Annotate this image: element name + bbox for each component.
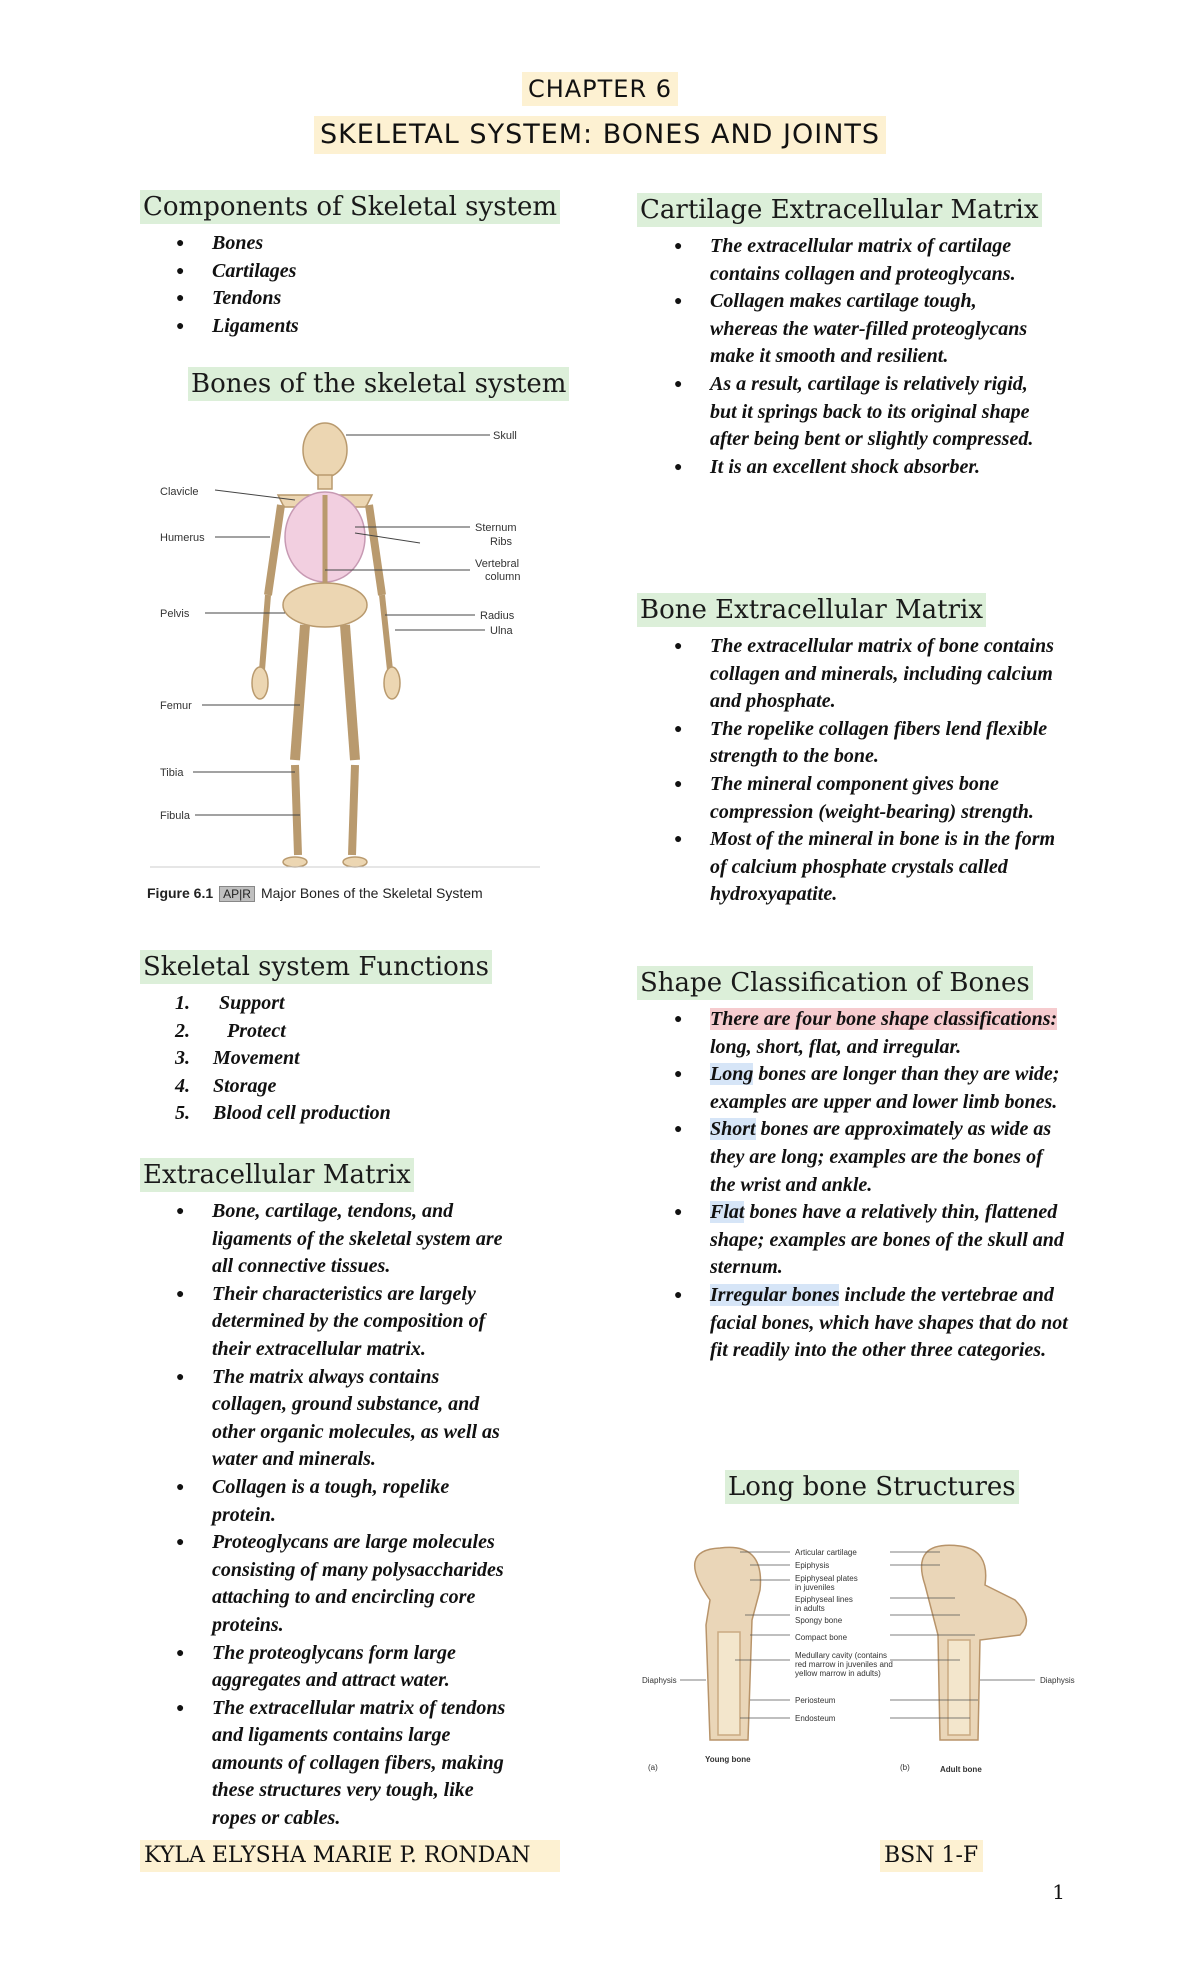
label-young-bone: Young bone: [705, 1755, 751, 1764]
long-bone-figure: [640, 1540, 1100, 1775]
apr-badge: AP|R: [219, 886, 255, 902]
list-item: ● Bone, cartilage, tendons, and ligaments of the skeletal system are all connective tissues.: [170, 1198, 515, 1281]
list-item: 5. Blood cell production: [175, 1102, 391, 1125]
list-item: ● Ligaments: [170, 313, 550, 341]
list-item: ● The mineral component gives bone compression (weight-bearing) strength.: [668, 771, 1073, 826]
skeleton-drawing: [252, 423, 400, 867]
cartilage-heading: Cartilage Extracellular Matrix: [637, 193, 1042, 227]
list-item: ● The proteoglycans form large aggregates and attract water.: [170, 1640, 515, 1695]
page-number: 1: [1052, 1880, 1065, 1904]
section-label: BSN 1-F: [880, 1840, 983, 1872]
label-plates-1: Epiphyseal plates: [795, 1574, 858, 1583]
list-item: ● Collagen makes cartilage tough, whereas the water-filled proteoglycans make it smooth and resilient.: [668, 288, 1040, 371]
list-item: ● As a result, cartilage is relatively rigid, but it springs back to its original shape after being bent or slightly compressed.: [668, 371, 1040, 454]
highlight: Long: [710, 1063, 754, 1086]
chapter-label: CHAPTER 6: [522, 72, 678, 106]
functions-list: [175, 990, 555, 1128]
ecm-list: [170, 1198, 515, 1833]
adult-bone-drawing: [922, 1545, 1027, 1740]
list-item: ● There are four bone shape classifications: long, short, flat, and irregular.: [668, 1006, 1068, 1061]
label-diaphysis-left: Diaphysis: [642, 1676, 677, 1685]
skeleton-figure: [150, 415, 550, 870]
list-item: ● Flat bones have a relatively thin, flattened shape; examples are bones of the skull and sternum.: [668, 1199, 1068, 1282]
label-medullary-3: yellow marrow in adults): [795, 1669, 881, 1678]
shape-heading: Shape Classification of Bones: [637, 966, 1033, 1000]
list-item: ● The extracellular matrix of cartilage contains collagen and proteoglycans.: [668, 233, 1040, 288]
label-periosteum: Periosteum: [795, 1696, 836, 1705]
cartilage-list: [668, 233, 1040, 481]
list-item: ● Short bones are approximately as wide as they are long; examples are the bones of the wrist and ankle.: [668, 1116, 1068, 1199]
list-item: ● Tendons: [170, 285, 550, 313]
label-adult-bone: Adult bone: [940, 1765, 982, 1774]
list-item: ● Cartilages: [170, 258, 550, 286]
label-ribs: Ribs: [490, 536, 513, 548]
list-item: ● Their characteristics are largely determined by the composition of their extracellular matrix.: [170, 1281, 515, 1364]
list-item: ● The extracellular matrix of tendons and ligaments contains large amounts of collagen fibers, making these structures very tough, like ropes or cables.: [170, 1695, 515, 1833]
components-list: [170, 230, 550, 340]
list-item: ● Bones: [170, 230, 550, 258]
label-articular: Articular cartilage: [795, 1548, 857, 1557]
page-title-wrap: [0, 116, 1200, 154]
label-diaphysis-right: Diaphysis: [1040, 1676, 1075, 1685]
caption-prefix: Figure 6.1: [147, 885, 214, 901]
list-item: 4. Storage: [175, 1074, 277, 1097]
label-endosteum: Endosteum: [795, 1714, 836, 1723]
label-sternum: Sternum: [475, 522, 517, 534]
highlight: Irregular bones: [710, 1283, 840, 1306]
list-item: ● Irregular bones include the vertebrae and facial bones, which have shapes that do not fit readily into the other three categories.: [668, 1282, 1068, 1365]
list-item: 3. Movement: [175, 1047, 300, 1070]
caption-text: Major Bones of the Skeletal System: [260, 885, 483, 901]
chapter-label-wrap: [0, 72, 1200, 106]
label-humerus: Humerus: [160, 532, 205, 544]
list-item: ● Long bones are longer than they are wide; examples are upper and lower limb bones.: [668, 1061, 1068, 1116]
bone-ecm-list: [668, 633, 1073, 909]
list-item: ● The ropelike collagen fibers lend flexible strength to the bone.: [668, 716, 1073, 771]
bone-ecm-heading: Bone Extracellular Matrix: [637, 593, 986, 627]
label-pelvis: Pelvis: [160, 608, 190, 620]
list-item: 1. Support: [175, 992, 285, 1014]
author-name: KYLA ELYSHA MARIE P. RONDAN: [140, 1840, 560, 1872]
label-spongy: Spongy bone: [795, 1616, 843, 1625]
bones-figure-heading: Bones of the skeletal system: [188, 367, 569, 401]
label-vertebral-1: Vertebral: [475, 558, 520, 570]
label-medullary-1: Medullary cavity (contains: [795, 1651, 888, 1660]
list-item: ● Most of the mineral in bone is in the form of calcium phosphate crystals called hydroxyapatite.: [668, 826, 1073, 909]
label-lines-1: Epiphyseal lines: [795, 1595, 853, 1604]
highlight: Short: [710, 1118, 756, 1141]
label-plates-2: in juveniles: [795, 1583, 835, 1592]
label-medullary-2: red marrow in juveniles and: [795, 1660, 893, 1669]
label-skull: Skull: [493, 430, 517, 442]
label-a: (a): [648, 1763, 658, 1772]
page-title: SKELETAL SYSTEM: BONES AND JOINTS: [314, 116, 886, 154]
label-clavicle: Clavicle: [160, 486, 199, 498]
label-b: (b): [900, 1763, 910, 1772]
label-lines-2: in adults: [795, 1604, 825, 1613]
ecm-heading: Extracellular Matrix: [140, 1158, 414, 1192]
list-item: ● Collagen is a tough, ropelike protein.: [170, 1474, 515, 1529]
list-item: ● The matrix always contains collagen, ground substance, and other organic molecules, as well as water and minerals.: [170, 1364, 515, 1474]
label-fibula: Fibula: [160, 810, 190, 822]
young-bone-drawing: [695, 1547, 761, 1740]
label-femur: Femur: [160, 700, 192, 712]
label-vertebral-2: column: [485, 571, 521, 583]
list-item: ● It is an excellent shock absorber.: [668, 454, 1040, 482]
label-tibia: Tibia: [160, 767, 184, 779]
highlight: Flat: [710, 1201, 745, 1224]
list-item: 2. Protect: [175, 1019, 286, 1042]
functions-heading: Skeletal system Functions: [140, 950, 492, 984]
label-ulna: Ulna: [490, 625, 513, 637]
components-heading: Components of Skeletal system: [140, 190, 560, 224]
label-compact: Compact bone: [795, 1633, 848, 1642]
label-epiphysis: Epiphysis: [795, 1561, 830, 1570]
label-radius: Radius: [480, 610, 515, 622]
list-item: ● Proteoglycans are large molecules consisting of many polysaccharides attaching to and encircling core proteins.: [170, 1529, 515, 1639]
long-bone-heading: Long bone Structures: [725, 1470, 1019, 1504]
shape-list: [668, 1006, 1068, 1365]
figure-caption: [147, 885, 483, 902]
highlight: There are four bone shape classifications:: [710, 1008, 1058, 1030]
list-item: ● The extracellular matrix of bone contains collagen and minerals, including calcium and phosphate.: [668, 633, 1073, 716]
